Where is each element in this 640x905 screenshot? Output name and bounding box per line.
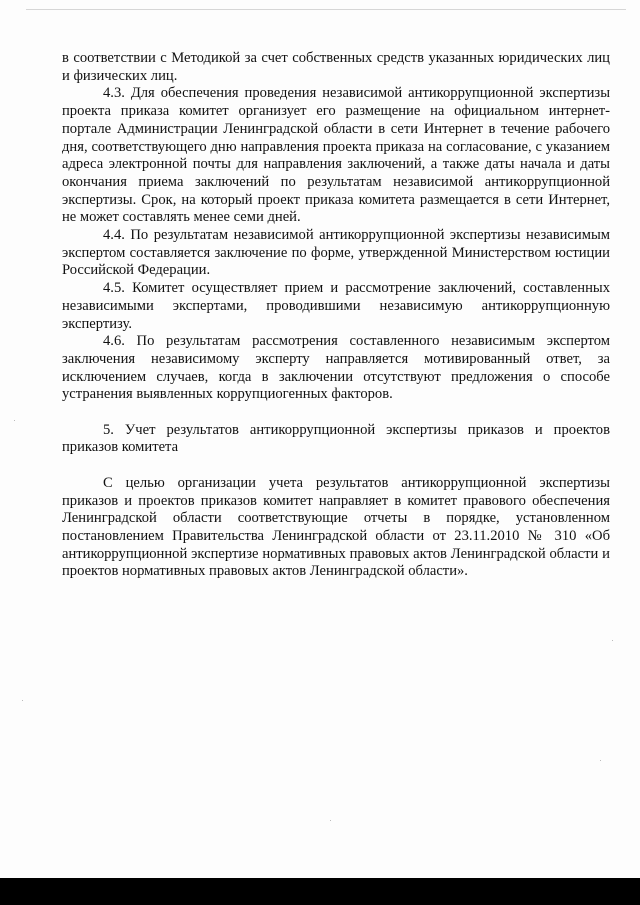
scan-speck xyxy=(612,640,613,641)
scan-speck xyxy=(22,700,23,701)
scan-speck xyxy=(330,820,331,821)
scan-black-border xyxy=(0,878,640,905)
section-5-heading: 5. Учет результатов антикоррупционной экспертизы приказов и проектов приказов комитета xyxy=(62,421,610,456)
paragraph-4-6: 4.6. По результатам рассмотрения составленного независимым экспертом заключения независимому эксперту направляется мотивированный ответ, за исключением случаев, когда в заключении отсутствуют предложения о способе устранения выявленных коррупциогенных факторов. xyxy=(62,333,610,403)
scan-edge-line xyxy=(26,9,626,10)
paragraph-4-3: 4.3. Для обеспечения проведения независимой антикоррупционной экспертизы проекта приказа комитет организует его размещение на официальном интернет-портале Администрации Ленинградской области в сети Интернет в течение рабочего дня, соответствующего дню направления проекта приказа на согласование, с указанием адреса электронной почты для направления заключений, а также даты начала и даты окончания приема заключений по результатам независимой антикоррупционной экспертизы. Срок, на который проект приказа комитета размещается в сети Интернет, не может составлять менее семи дней. xyxy=(62,85,610,226)
scan-speck xyxy=(600,760,601,761)
document-body xyxy=(62,50,610,581)
paragraph-section-5: С целью организации учета результатов антикоррупционной экспертизы приказов и проектов приказов комитет направляет в комитет правового обеспечения Ленинградской области соответствующие отчеты в порядке, установленном постановлением Правительства Ленинградской области от 23.11.2010 № 310 «Об антикоррупционной экспертизе нормативных правовых актов Ленинградской области и проектов нормативных правовых актов Ленинградской области». xyxy=(62,474,610,580)
scan-speck xyxy=(14,420,15,421)
paragraph-4-5: 4.5. Комитет осуществляет прием и рассмотрение заключений, составленных независимыми экспертами, проводившими независимую антикоррупционную экспертизу. xyxy=(62,280,610,332)
spacer xyxy=(62,404,610,422)
paragraph-4-4: 4.4. По результатам независимой антикоррупционной экспертизы независимым экспертом составляется заключение по форме, утвержденной Министерством юстиции Российской Федерации. xyxy=(62,227,610,279)
spacer xyxy=(62,457,610,475)
paragraph-continuation: в соответствии с Методикой за счет собственных средств указанных юридических лиц и физических лиц. xyxy=(62,50,610,84)
